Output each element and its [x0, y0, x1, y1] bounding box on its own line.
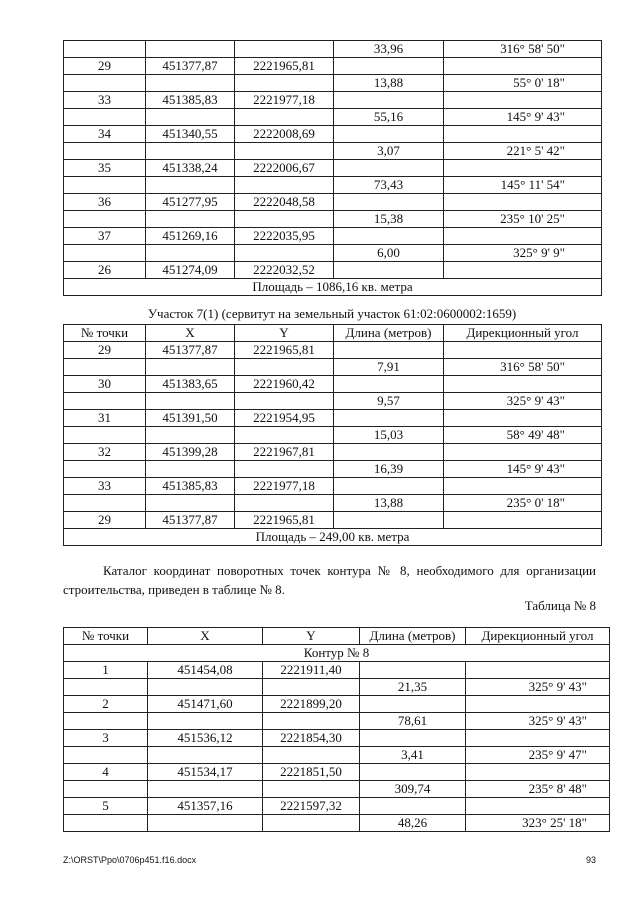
y-cell: 2221967,81	[235, 444, 334, 461]
y-cell: 2221965,81	[235, 342, 334, 359]
y-cell: 2221954,95	[235, 410, 334, 427]
x-cell	[146, 461, 235, 478]
footer-file-path: Z:\ORST\Ppo\0706p451.f16.docx	[63, 855, 197, 865]
y-cell	[235, 211, 334, 228]
angle-cell: 316° 58' 50"	[444, 359, 602, 376]
length-cell	[360, 696, 466, 713]
col-header-x: X	[148, 628, 263, 645]
length-cell	[334, 376, 444, 393]
angle-cell	[444, 444, 602, 461]
point-cell	[64, 713, 148, 730]
point-cell: 31	[64, 410, 146, 427]
table-row	[64, 126, 602, 143]
y-cell: 2221977,18	[235, 478, 334, 495]
length-cell: 13,88	[334, 495, 444, 512]
point-cell	[64, 427, 146, 444]
angle-cell: 235° 0' 18"	[444, 495, 602, 512]
point-cell: 34	[64, 126, 146, 143]
table-c-body	[64, 662, 610, 832]
point-cell: 33	[64, 478, 146, 495]
footer-page-number: 93	[585, 855, 596, 865]
x-cell: 451340,55	[146, 126, 235, 143]
angle-cell: 235° 10' 25"	[444, 211, 602, 228]
angle-cell	[444, 410, 602, 427]
table-row	[64, 393, 602, 410]
point-cell	[64, 41, 146, 58]
point-cell: 29	[64, 58, 146, 75]
coordinates-table-continued	[63, 40, 602, 296]
table-row	[64, 747, 610, 764]
angle-cell	[444, 478, 602, 495]
y-cell: 2221851,50	[263, 764, 360, 781]
point-cell	[64, 747, 148, 764]
y-cell	[235, 495, 334, 512]
angle-cell	[444, 342, 602, 359]
y-cell	[235, 427, 334, 444]
x-cell: 451269,16	[146, 228, 235, 245]
x-cell: 451338,24	[146, 160, 235, 177]
col-header-x: X	[146, 325, 235, 342]
x-cell: 451277,95	[146, 194, 235, 211]
contour-section-title: Контур № 8	[64, 645, 610, 662]
length-cell	[334, 194, 444, 211]
angle-cell: 145° 11' 54"	[444, 177, 602, 194]
length-cell: 9,57	[334, 393, 444, 410]
y-cell	[263, 815, 360, 832]
section-row	[64, 645, 610, 662]
point-cell	[64, 781, 148, 798]
table-row	[64, 194, 602, 211]
x-cell	[148, 815, 263, 832]
length-cell	[334, 228, 444, 245]
point-cell: 3	[64, 730, 148, 747]
table-row	[64, 478, 602, 495]
angle-cell	[466, 730, 610, 747]
x-cell	[146, 393, 235, 410]
angle-cell: 316° 58' 50"	[444, 41, 602, 58]
length-cell: 309,74	[360, 781, 466, 798]
angle-cell: 323° 25' 18"	[466, 815, 610, 832]
angle-cell	[466, 798, 610, 815]
y-cell: 2222035,95	[235, 228, 334, 245]
angle-cell	[466, 696, 610, 713]
area-total: Площадь – 249,00 кв. метра	[64, 529, 602, 546]
point-cell	[64, 461, 146, 478]
x-cell: 451536,12	[148, 730, 263, 747]
y-cell: 2221597,32	[263, 798, 360, 815]
angle-cell: 145° 9' 43"	[444, 461, 602, 478]
point-cell: 30	[64, 376, 146, 393]
x-cell	[148, 747, 263, 764]
point-cell	[64, 359, 146, 376]
table-row	[64, 376, 602, 393]
angle-cell: 235° 9' 47"	[466, 747, 610, 764]
angle-cell	[444, 512, 602, 529]
x-cell: 451454,08	[148, 662, 263, 679]
plot-caption: Участок 7(1) (сервитут на земельный участок 61:02:0600002:1659)	[147, 306, 517, 321]
x-cell	[146, 427, 235, 444]
length-cell	[334, 126, 444, 143]
angle-cell: 325° 9' 9"	[444, 245, 602, 262]
x-cell	[146, 245, 235, 262]
col-header-y: Y	[263, 628, 360, 645]
x-cell: 451377,87	[146, 58, 235, 75]
x-cell	[148, 713, 263, 730]
length-cell	[334, 58, 444, 75]
x-cell: 451391,50	[146, 410, 235, 427]
point-cell	[64, 679, 148, 696]
y-cell	[235, 41, 334, 58]
table-row	[64, 798, 610, 815]
x-cell	[146, 211, 235, 228]
table-row	[64, 512, 602, 529]
angle-cell: 325° 9' 43"	[466, 713, 610, 730]
length-cell: 21,35	[360, 679, 466, 696]
point-cell: 37	[64, 228, 146, 245]
x-cell	[146, 143, 235, 160]
x-cell: 451377,87	[146, 342, 235, 359]
table-row	[64, 143, 602, 160]
col-header-point: № точки	[64, 325, 146, 342]
length-cell: 55,16	[334, 109, 444, 126]
angle-cell	[444, 58, 602, 75]
length-cell: 3,41	[360, 747, 466, 764]
angle-cell	[466, 764, 610, 781]
point-cell: 5	[64, 798, 148, 815]
x-cell	[146, 359, 235, 376]
table-row	[64, 109, 602, 126]
y-cell: 2221854,30	[263, 730, 360, 747]
x-cell: 451385,83	[146, 92, 235, 109]
table-row	[64, 160, 602, 177]
point-cell	[64, 109, 146, 126]
angle-cell: 325° 9' 43"	[444, 393, 602, 410]
col-header-angle: Дирекционный угол	[466, 628, 610, 645]
length-cell	[334, 262, 444, 279]
x-cell: 451274,09	[146, 262, 235, 279]
length-cell: 48,26	[360, 815, 466, 832]
point-cell: 36	[64, 194, 146, 211]
table-c-header-row	[64, 628, 610, 645]
x-cell	[146, 41, 235, 58]
area-total: Площадь – 1086,16 кв. метра	[64, 279, 602, 296]
y-cell	[235, 143, 334, 160]
angle-cell	[466, 662, 610, 679]
point-cell: 32	[64, 444, 146, 461]
length-cell: 78,61	[360, 713, 466, 730]
angle-cell: 235° 8' 48"	[466, 781, 610, 798]
angle-cell	[444, 262, 602, 279]
table-row	[64, 75, 602, 92]
table-row	[64, 495, 602, 512]
y-cell: 2221911,40	[263, 662, 360, 679]
table-row	[64, 730, 610, 747]
catalog-paragraph: Каталог координат поворотных точек контура № 8, необходимого для организации строительства, приведен в таблице № 8.	[63, 563, 596, 597]
length-cell	[334, 478, 444, 495]
point-cell: 33	[64, 92, 146, 109]
length-cell	[334, 342, 444, 359]
table-row	[64, 410, 602, 427]
x-cell	[146, 495, 235, 512]
length-cell	[334, 410, 444, 427]
table-row	[64, 461, 602, 478]
col-header-y: Y	[235, 325, 334, 342]
y-cell	[263, 781, 360, 798]
table-row	[64, 245, 602, 262]
point-cell	[64, 393, 146, 410]
angle-cell: 145° 9' 43"	[444, 109, 602, 126]
angle-cell	[444, 376, 602, 393]
y-cell: 2222008,69	[235, 126, 334, 143]
y-cell	[235, 393, 334, 410]
table-b-body	[64, 342, 602, 546]
length-cell: 15,38	[334, 211, 444, 228]
table-row	[64, 359, 602, 376]
point-cell: 1	[64, 662, 148, 679]
length-cell	[360, 662, 466, 679]
table-label: Таблица № 8	[524, 598, 596, 613]
point-cell: 4	[64, 764, 148, 781]
x-cell: 451377,87	[146, 512, 235, 529]
point-cell	[64, 143, 146, 160]
area-row	[64, 529, 602, 546]
length-cell	[360, 764, 466, 781]
table-row	[64, 781, 610, 798]
table-row	[64, 58, 602, 75]
y-cell	[235, 177, 334, 194]
point-cell	[64, 177, 146, 194]
table-row	[64, 427, 602, 444]
length-cell	[334, 512, 444, 529]
y-cell: 2222032,52	[235, 262, 334, 279]
table-row	[64, 696, 610, 713]
angle-cell	[444, 228, 602, 245]
contour-8-table	[63, 627, 610, 832]
y-cell: 2221899,20	[263, 696, 360, 713]
angle-cell: 58° 49' 48"	[444, 427, 602, 444]
x-cell	[148, 781, 263, 798]
length-cell: 73,43	[334, 177, 444, 194]
x-cell: 451534,17	[148, 764, 263, 781]
length-cell: 15,03	[334, 427, 444, 444]
table-row	[64, 177, 602, 194]
col-header-length: Длина (метров)	[334, 325, 444, 342]
angle-cell	[444, 126, 602, 143]
length-cell	[334, 92, 444, 109]
length-cell: 13,88	[334, 75, 444, 92]
table-row	[64, 342, 602, 359]
x-cell: 451471,60	[148, 696, 263, 713]
table-a-body	[64, 41, 602, 296]
y-cell: 2221960,42	[235, 376, 334, 393]
table-row	[64, 764, 610, 781]
point-cell	[64, 245, 146, 262]
angle-cell: 221° 5' 42"	[444, 143, 602, 160]
y-cell: 2221965,81	[235, 512, 334, 529]
plot-7-1-table	[63, 324, 602, 546]
y-cell	[235, 461, 334, 478]
x-cell: 451357,16	[148, 798, 263, 815]
x-cell	[146, 109, 235, 126]
table-row	[64, 228, 602, 245]
length-cell: 7,91	[334, 359, 444, 376]
x-cell: 451399,28	[146, 444, 235, 461]
y-cell	[235, 75, 334, 92]
angle-cell	[444, 92, 602, 109]
angle-cell: 55° 0' 18"	[444, 75, 602, 92]
table-b-header-row	[64, 325, 602, 342]
table-row	[64, 713, 610, 730]
y-cell: 2222048,58	[235, 194, 334, 211]
point-cell	[64, 211, 146, 228]
y-cell	[263, 679, 360, 696]
length-cell: 16,39	[334, 461, 444, 478]
point-cell: 29	[64, 342, 146, 359]
col-header-point: № точки	[64, 628, 148, 645]
x-cell	[146, 177, 235, 194]
area-row	[64, 279, 602, 296]
table-row	[64, 41, 602, 58]
table-row	[64, 662, 610, 679]
table-row	[64, 262, 602, 279]
point-cell	[64, 815, 148, 832]
x-cell	[148, 679, 263, 696]
point-cell	[64, 495, 146, 512]
angle-cell	[444, 160, 602, 177]
point-cell	[64, 75, 146, 92]
x-cell	[146, 75, 235, 92]
table-row	[64, 92, 602, 109]
y-cell	[235, 109, 334, 126]
length-cell: 3,07	[334, 143, 444, 160]
col-header-length: Длина (метров)	[360, 628, 466, 645]
table-row	[64, 815, 610, 832]
angle-cell	[444, 194, 602, 211]
table-row	[64, 211, 602, 228]
table-row	[64, 679, 610, 696]
y-cell	[263, 747, 360, 764]
y-cell	[263, 713, 360, 730]
x-cell: 451385,83	[146, 478, 235, 495]
length-cell: 6,00	[334, 245, 444, 262]
length-cell	[360, 730, 466, 747]
length-cell: 33,96	[334, 41, 444, 58]
y-cell: 2222006,67	[235, 160, 334, 177]
y-cell: 2221965,81	[235, 58, 334, 75]
point-cell: 35	[64, 160, 146, 177]
y-cell	[235, 359, 334, 376]
point-cell: 2	[64, 696, 148, 713]
table-row	[64, 444, 602, 461]
y-cell: 2221977,18	[235, 92, 334, 109]
x-cell: 451383,65	[146, 376, 235, 393]
length-cell	[334, 160, 444, 177]
y-cell	[235, 245, 334, 262]
length-cell	[360, 798, 466, 815]
col-header-angle: Дирекционный угол	[444, 325, 602, 342]
length-cell	[334, 444, 444, 461]
point-cell: 29	[64, 512, 146, 529]
point-cell: 26	[64, 262, 146, 279]
angle-cell: 325° 9' 43"	[466, 679, 610, 696]
